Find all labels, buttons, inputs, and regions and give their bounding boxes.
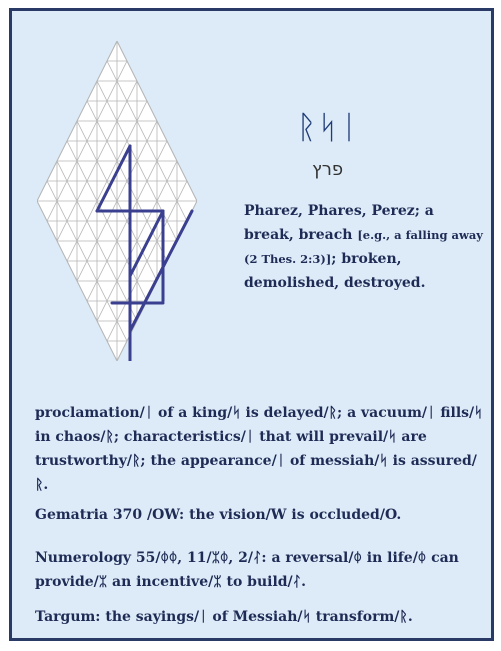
word-hebrew: פרץ <box>312 159 344 180</box>
proclamation-paragraph: proclamation/ᛁ of a king/ᛋ is delayed/ᚱ; a vacuum/ᛁ fills/ᛋ in chaos/ᚱ; characteristics/ᛁ that will prevail/ᛋ are trustworthy/ᚱ; the appearance/ᛁ of messiah/ᛋ is assured/ᚱ. <box>35 405 483 493</box>
letter-grid-diagram <box>37 41 197 361</box>
meaning-end: ; broken, demolished, destroyed. <box>244 251 426 291</box>
word-card <box>9 8 494 641</box>
numerology-paragraph: Numerology 55/ᛰᛰ, 11/ᛯᛰ, 2/ᛮ: a reversal/ᛰ in life/ᛰ can provide/ᛯ an incentive/ᛯ to build/ᛮ. <box>35 550 459 590</box>
grid-lines <box>37 41 197 361</box>
meaning-main: Pharez, Phares, Perez; a break, breach <box>244 203 434 243</box>
gematria-paragraph: Gematria 370 /OW: the vision/W is occluded/O. <box>35 507 402 523</box>
word-meaning <box>244 199 484 295</box>
word-glyph: ᚱᛋᛁ <box>297 108 361 146</box>
targum-paragraph: Targum: the sayings/ᛁ of Messiah/ᛋ transform/ᚱ. <box>35 609 413 625</box>
meaning-reference: [e.g., a falling away (2 Thes. 2:3)] <box>244 228 483 266</box>
